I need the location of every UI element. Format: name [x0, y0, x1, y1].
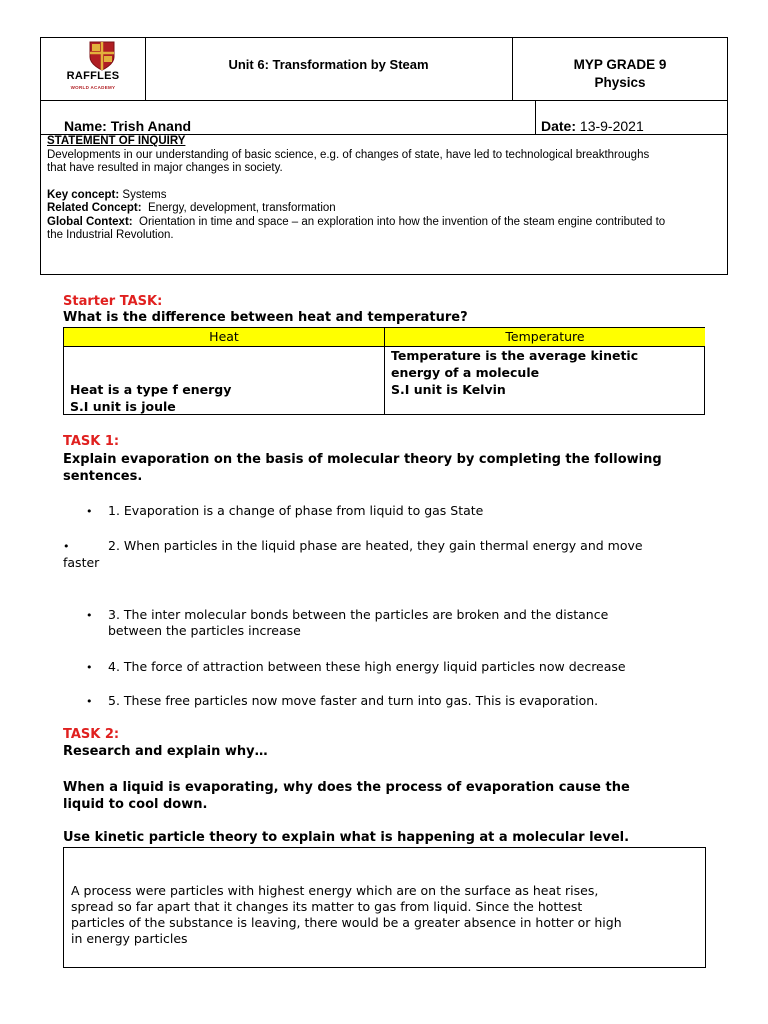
- starter-task-label: Starter TASK:: [63, 294, 163, 309]
- header-table: [40, 37, 728, 275]
- answer-text: [71, 883, 622, 947]
- global-context-value: Orientation in time and space – an exploration into how the invention of the steam engine contributed to: [139, 215, 666, 228]
- related-concept-label: Related Concept:: [47, 202, 142, 214]
- key-concept: [47, 189, 727, 203]
- statement-of-inquiry: [47, 135, 727, 243]
- name-value: Trish Anand: [110, 118, 192, 134]
- task2-instruction: Use kinetic particle theory to explain what is happening at a molecular level.: [63, 830, 630, 845]
- sentence-item: [86, 693, 599, 710]
- sentence-text: 1. Evaporation is a change of phase from liquid to gas State: [108, 503, 484, 518]
- inquiry-statement-line: Developments in our understanding of basic science, e.g. of changes of state, have led to technological breakthroughs: [47, 148, 650, 161]
- sentence-item: [86, 503, 484, 520]
- global-context-line: the Industrial Revolution.: [47, 229, 174, 241]
- column-header: Heat: [209, 329, 239, 344]
- divider: [535, 100, 536, 134]
- inquiry-statement-line: that have resulted in major changes in society.: [47, 162, 283, 174]
- sentence-line: between the particles increase: [108, 623, 301, 638]
- sentence-item: [63, 538, 723, 571]
- cell-line: S.I unit is Kelvin: [391, 382, 506, 397]
- answer-line: A process were particles with highest energy which are on the surface as heat rises,: [71, 883, 599, 898]
- cell-line: Temperature is the average kinetic: [391, 348, 639, 363]
- subject-label: Physics: [594, 75, 646, 90]
- grade-label: MYP GRADE 9: [573, 57, 667, 72]
- name-label: Name:: [64, 118, 107, 134]
- heat-cell: [70, 381, 231, 415]
- task1-instruction: [63, 451, 662, 485]
- bullet: •: [86, 505, 93, 518]
- global-context: [47, 216, 727, 230]
- student-name: [64, 118, 191, 134]
- divider: [41, 100, 727, 101]
- cell-line: Heat is a type f energy: [70, 382, 232, 397]
- sentence-item: [86, 659, 626, 676]
- question-line: When a liquid is evaporating, why does the process of evaporation cause the: [63, 780, 630, 795]
- sentence-text: 5. These free particles now move faster and turn into gas. This is evaporation.: [108, 693, 599, 708]
- task2-label: TASK 2:: [63, 727, 120, 742]
- heat-temperature-table: [63, 327, 705, 415]
- key-concept-label: Key concept:: [47, 188, 120, 201]
- shield-icon: [89, 41, 115, 71]
- bullet: •: [86, 695, 93, 708]
- logo-subtitle: WORLD ACADEMY: [70, 85, 116, 90]
- task2-intro: Research and explain why…: [63, 744, 268, 759]
- temperature-cell: [391, 347, 638, 398]
- answer-line: in energy particles: [71, 931, 188, 946]
- related-concept: [47, 202, 727, 216]
- column-header: Temperature: [505, 329, 585, 344]
- bullet: •: [86, 661, 93, 674]
- related-concept-value: Energy, development, transformation: [147, 202, 336, 214]
- answer-box[interactable]: [63, 847, 706, 968]
- task1-label: TASK 1:: [63, 434, 120, 449]
- logo-name: RAFFLES: [66, 70, 120, 82]
- date-field: [541, 118, 644, 134]
- sentence-text: [108, 607, 608, 639]
- sentence-text: 2. When particles in the liquid phase are heated, they gain thermal energy and move: [108, 538, 643, 553]
- task2-question: [63, 779, 630, 813]
- instruction-line: Explain evaporation on the basis of molecular theory by completing the following: [63, 452, 662, 467]
- date-value: 13-9-2021: [579, 118, 644, 134]
- bullet: •: [63, 540, 70, 553]
- starter-question: What is the difference between heat and temperature?: [63, 310, 468, 325]
- sentence-text: 4. The force of attraction between these high energy liquid particles now decrease: [108, 659, 626, 674]
- key-concept-value: Systems: [122, 188, 167, 201]
- cell-line: energy of a molecule: [391, 365, 540, 380]
- instruction-line: sentences.: [63, 469, 143, 484]
- sentence-line: 3. The inter molecular bonds between the particles are broken and the distance: [108, 607, 609, 622]
- unit-title: Unit 6: Transformation by Steam: [228, 57, 429, 72]
- cell-line: S.I unit is joule: [70, 399, 176, 414]
- answer-line: particles of the substance is leaving, there would be a greater absence in hotter or high: [71, 915, 622, 930]
- global-context-label: Global Context:: [47, 215, 133, 228]
- question-line: liquid to cool down.: [63, 797, 208, 812]
- answer-line: spread so far apart that it changes its matter to gas from liquid. Since the hottest: [71, 899, 583, 914]
- sentence-text: faster: [63, 555, 100, 570]
- date-label: Date:: [541, 118, 577, 134]
- bullet: •: [86, 609, 93, 622]
- inquiry-heading: STATEMENT OF INQUIRY: [47, 135, 186, 147]
- sentence-item: [86, 607, 609, 638]
